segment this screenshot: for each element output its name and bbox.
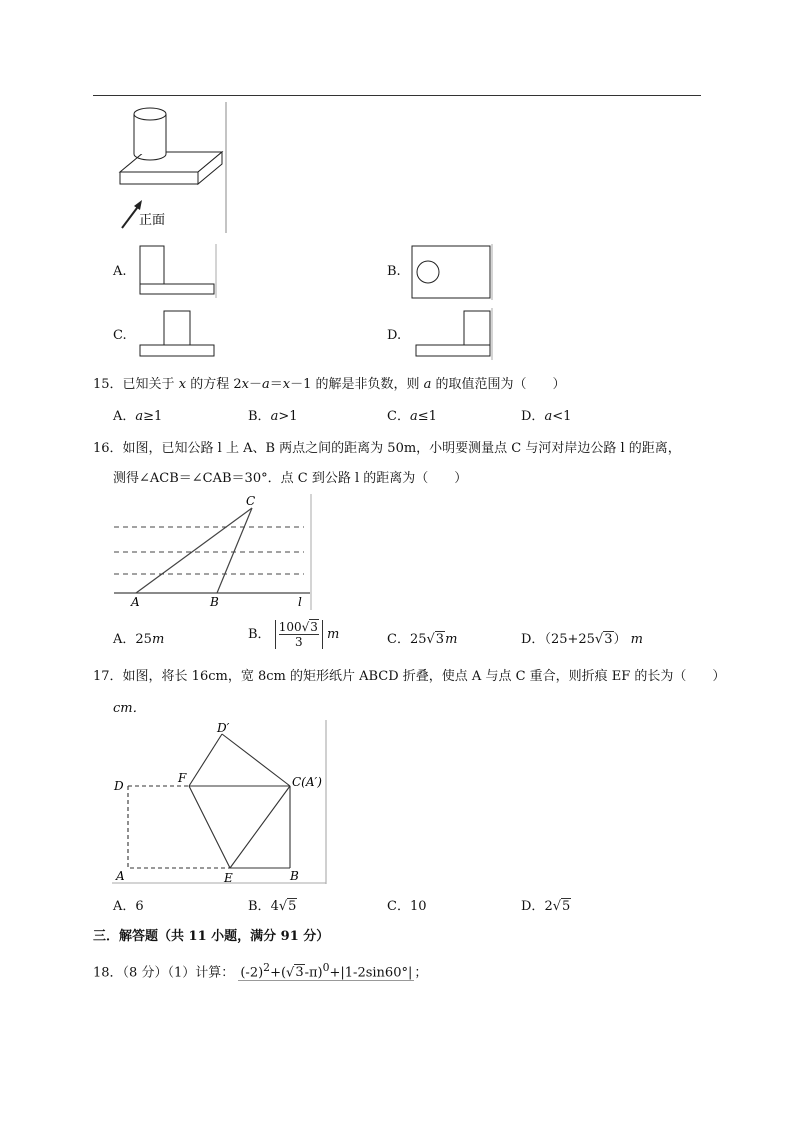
q17-stem-line1: 17．如图，将长 16cm，宽 8cm 的矩形纸片 ABCD 折叠，使点 A 与点 C 重合，则折痕 EF 的长为（ ） <box>93 669 726 684</box>
q17-option-a[interactable]: A．6 <box>113 899 144 914</box>
q17-fold-figure <box>112 720 332 886</box>
q14-option-b-figure[interactable] <box>410 244 496 302</box>
q16-option-a[interactable]: A．25m <box>113 632 165 647</box>
label-a: A <box>131 595 140 609</box>
q18-formula: $(-2)^2+(√3-\pi)^0+|1-2\sin 60^\circ|$ <box>240 961 413 981</box>
q14-option-d-figure[interactable] <box>412 308 494 362</box>
q14-option-c-key: C. <box>113 328 127 343</box>
q15-option-d[interactable]: D．a<1 <box>521 409 572 424</box>
label-e: E <box>224 871 233 885</box>
header-rule <box>93 95 701 96</box>
label-c: C <box>246 494 256 508</box>
q17-stem-line2: cm． <box>113 701 146 716</box>
q17-option-c[interactable]: C．10 <box>387 899 427 914</box>
q14-option-b-key: B. <box>387 264 401 279</box>
label-l: l <box>298 595 302 609</box>
q14-option-a-figure[interactable] <box>138 244 218 300</box>
q16-stem-line2: 测得∠ACB＝∠CAB＝30°．点 C 到公路 l 的距离为（ ） <box>113 471 468 486</box>
q17-option-b[interactable]: B．4√5 <box>248 899 297 914</box>
label-b: B <box>290 869 299 883</box>
q16-stem-line1: 16．如图，已知公路 l 上 A、B 两点之间的距离为 50m，小明要测量点 C 与河对岸边公路 l 的距离， <box>93 441 681 456</box>
section-heading: 三．解答题（共 11 小题，满分 91 分） <box>93 929 330 944</box>
label-d-prime: D′ <box>217 721 230 735</box>
q15-option-c[interactable]: C．a≤1 <box>387 409 437 424</box>
q16-option-d[interactable]: D．（25+25√3） m <box>521 632 643 647</box>
q16-option-c[interactable]: C．25√3m <box>387 632 458 647</box>
q14-solid-figure <box>112 100 232 235</box>
label-f: F <box>178 771 187 785</box>
label-a: A <box>116 869 125 883</box>
q15-option-a[interactable]: A．a≥1 <box>113 409 163 424</box>
label-c-a-prime: C(A′) <box>292 775 322 789</box>
label-b: B <box>210 595 219 609</box>
q16-river-figure <box>112 494 317 612</box>
q14-option-c-figure[interactable] <box>138 308 218 360</box>
front-label: 正面 <box>139 213 166 228</box>
q15-option-b[interactable]: B．a>1 <box>248 409 298 424</box>
q14-option-a-key: A. <box>113 264 127 279</box>
q15-stem: 15．已知关于 x 的方程 2x－a＝x－1 的解是非负数，则 a 的取值范围为（ ） <box>93 377 566 392</box>
q17-option-d[interactable]: D．2√5 <box>521 899 571 914</box>
label-d: D <box>114 779 124 793</box>
q14-option-d-key: D. <box>387 328 402 343</box>
q18-stem: 18．（8 分）（1）计算： $(-2)^2+(√3-\pi)^0+|1-2\sin 60^\circ|$ ； <box>93 961 428 981</box>
q16-option-b[interactable]: B． $\frac{100√3}{3}$ m <box>248 620 340 649</box>
